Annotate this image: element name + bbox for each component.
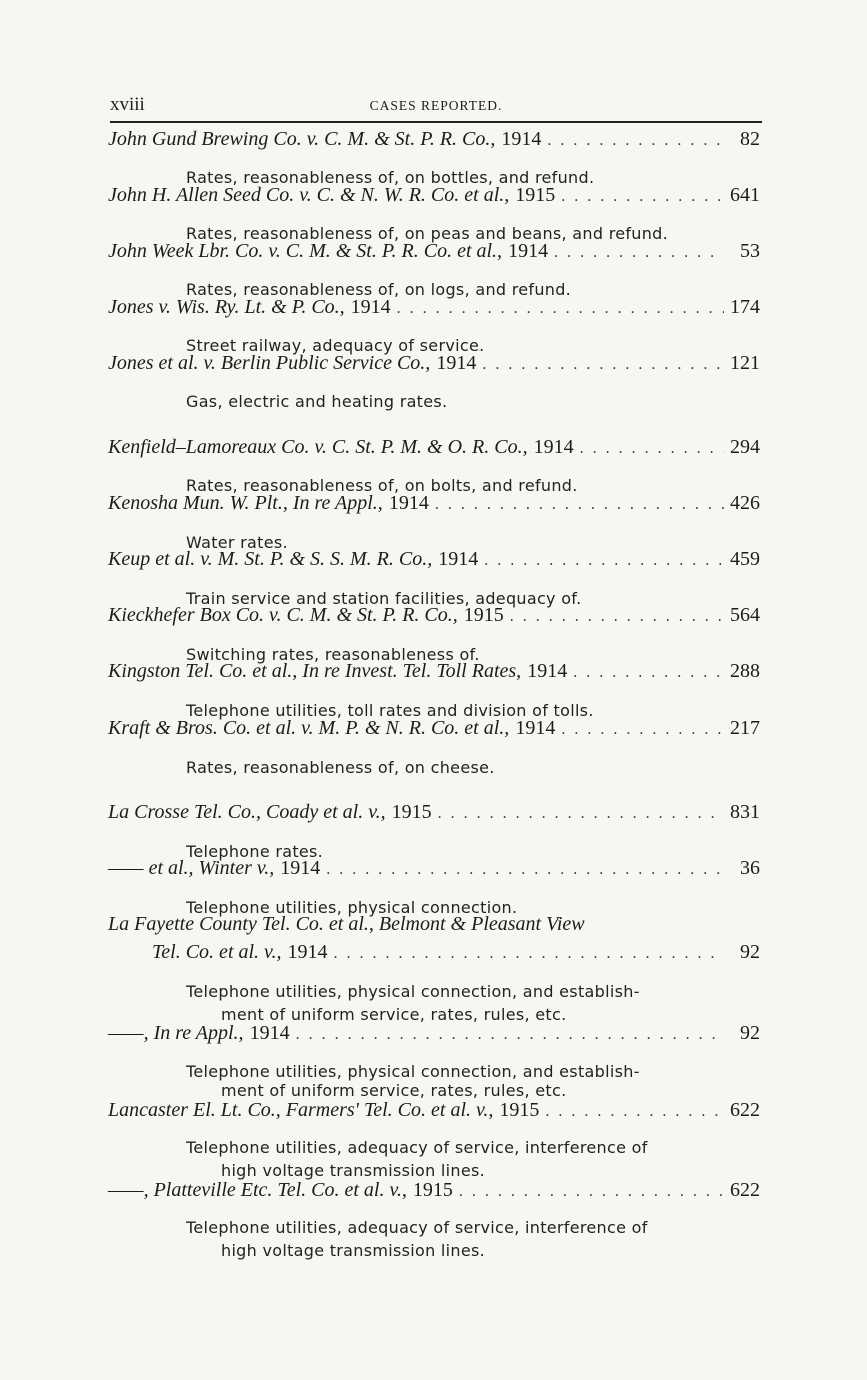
case-title: Kraft & Bros. Co. et al. v. M. P. & N. R. Co. et al., [108,717,510,739]
case-title: La Fayette County Tel. Co. et al., Belmont & Pleasant View [108,913,585,935]
dot-leader [545,1099,724,1125]
case-description: Telephone utilities, physical connection. [186,898,518,917]
case-page-number: 459 [730,548,760,570]
case-page-number: 622 [730,1099,760,1121]
case-title: ——, Platteville Etc. Tel. Co. et al. v., [108,1179,407,1201]
case-title-line [108,294,760,320]
case-page-number: 641 [730,184,760,206]
case-description: Street railway, adequacy of service. [186,336,485,355]
case-description: Rates, reasonableness of, on cheese. [186,758,495,777]
dot-leader [547,128,724,154]
case-title-line [108,490,760,516]
case-title: Lancaster El. Lt. Co., Farmers' Tel. Co. et al. v., [108,1099,494,1121]
dot-leader [435,492,724,518]
case-year: 1914 [287,941,328,963]
case-description: Switching rates, reasonableness of. [186,645,480,664]
case-description: high voltage transmission lines. [221,1241,486,1260]
dot-leader [510,604,724,630]
case-title: John H. Allen Seed Co. v. C. & N. W. R. Co. et al., [108,184,510,206]
dot-leader [333,941,724,967]
case-description: Telephone rates. [186,842,324,861]
case-year: 1914 [280,857,321,879]
case-year: 1915 [499,1099,540,1121]
case-title: John Week Lbr. Co. v. C. M. & St. P. R. Co. et al., [108,240,503,262]
case-description: Gas, electric and heating rates. [186,392,448,411]
case-page-number: 82 [740,128,760,150]
case-description: Rates, reasonableness of, on bolts, and refund. [186,476,578,495]
case-title-line [108,855,760,881]
case-title-line [108,715,760,741]
dot-leader [482,352,724,378]
dot-leader [397,296,724,322]
dot-leader [484,548,724,574]
case-title: ——, In re Appl., [108,1022,244,1044]
case-description: Rates, reasonableness of, on peas and beans, and refund. [186,224,669,243]
case-title-line [108,911,760,937]
case-year: 1915 [391,801,432,823]
case-title-line [108,1097,760,1123]
case-page-number: 174 [730,296,760,318]
dot-leader [580,436,724,462]
case-description: Telephone utilities, adequacy of service, interference of [186,1138,648,1157]
case-year: 1914 [527,660,568,682]
case-title: Keup et al. v. M. St. P. & S. S. M. R. Co., [108,548,433,570]
case-title: —— et al., Winter v., [108,857,275,879]
running-head: CASES REPORTED. [369,98,503,113]
dot-leader [554,240,724,266]
case-title: Kingston Tel. Co. et al., In re Invest. Tel. Toll Rates, [108,660,522,682]
case-title: Tel. Co. et al. v., [152,941,282,963]
case-title-line [108,602,760,628]
case-year: 1914 [533,436,574,458]
case-title-line [108,350,760,376]
dot-leader [561,717,724,743]
case-page-number: 53 [740,240,760,262]
case-year: 1914 [436,352,477,374]
case-year: 1914 [249,1022,290,1044]
case-description: ment of uniform service, rates, rules, etc. [221,1005,567,1024]
case-year: 1915 [412,1179,453,1201]
case-page-number: 288 [730,660,760,682]
case-title-line [108,1177,760,1203]
case-description: Rates, reasonableness of, on bottles, and refund. [186,168,595,187]
case-title-line [108,434,760,460]
case-page-number: 217 [730,717,760,739]
case-page-number: 622 [730,1179,760,1201]
dot-leader [561,184,724,210]
case-title-line [108,238,760,264]
dot-leader [573,660,724,686]
case-title-line [108,182,760,208]
case-title: Jones et al. v. Berlin Public Service Co., [108,352,431,374]
case-year: 1914 [501,128,542,150]
case-title-line [108,546,760,572]
case-title-line [108,658,760,684]
case-page-number: 121 [730,352,760,374]
dot-leader [296,1022,724,1048]
case-page-number: 36 [740,857,760,879]
case-title-line [108,126,760,152]
dot-leader [326,857,724,883]
case-description: Telephone utilities, adequacy of service, interference of [186,1218,648,1237]
case-page-number: 564 [730,604,760,626]
case-title-line [152,939,760,965]
case-title-line [108,1020,760,1046]
dot-leader [459,1179,724,1205]
case-year: 1914 [388,492,429,514]
case-year: 1914 [508,240,549,262]
case-description: ment of uniform service, rates, rules, etc. [221,1081,567,1100]
case-page-number: 831 [730,801,760,823]
case-description: Telephone utilities, toll rates and division of tolls. [186,701,594,720]
case-description: high voltage transmission lines. [221,1161,486,1180]
case-year: 1915 [515,184,556,206]
case-year: 1914 [515,717,556,739]
dot-leader [438,801,724,827]
case-page-number: 92 [740,1022,760,1044]
case-description: Telephone utilities, physical connection, and establish- [186,982,640,1001]
page-number: xviii [110,94,145,115]
case-page-number: 92 [740,941,760,963]
case-year: 1914 [350,296,391,318]
case-title: La Crosse Tel. Co., Coady et al. v., [108,801,386,823]
case-title: John Gund Brewing Co. v. C. M. & St. P. R. Co., [108,128,496,150]
case-page-number: 426 [730,492,760,514]
case-description: Rates, reasonableness of, on logs, and refund. [186,280,572,299]
case-description: Train service and station facilities, adequacy of. [186,589,582,608]
case-title: Kenosha Mun. W. Plt., In re Appl., [108,492,383,514]
case-title: Kieckhefer Box Co. v. C. M. & St. P. R. Co., [108,604,458,626]
case-year: 1914 [438,548,479,570]
case-description: Telephone utilities, physical connection, and establish- [186,1062,640,1081]
case-description: Water rates. [186,533,288,552]
case-title-line [108,799,760,825]
case-title: Kenfield–Lamoreaux Co. v. C. St. P. M. & O. R. Co., [108,436,528,458]
case-title: Jones v. Wis. Ry. Lt. & P. Co., [108,296,345,318]
case-page-number: 294 [730,436,760,458]
case-year: 1915 [463,604,504,626]
